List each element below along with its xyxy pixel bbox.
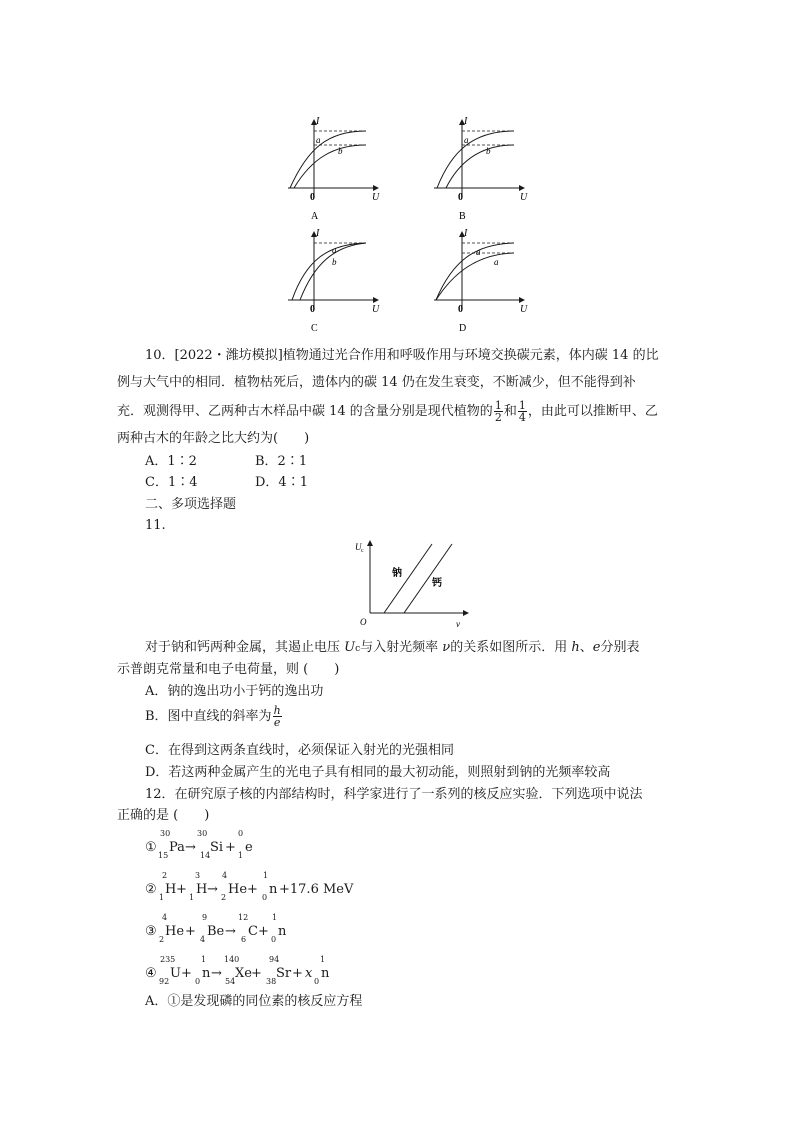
graph-label-c: C bbox=[311, 323, 318, 334]
q11-option-d: D．若这两种金属产生的光电子具有相同的最大初动能，则照射到钠的光频率较高 bbox=[145, 765, 611, 780]
q11-option-a: A．钠的逸出功小于钙的逸出功 bbox=[145, 684, 324, 699]
element-symbol: Si bbox=[210, 840, 224, 855]
graph-label-d: D bbox=[459, 323, 467, 334]
stem-mid2: 的关系如图所示．用 bbox=[450, 640, 572, 655]
atomic-number: 1 bbox=[159, 893, 165, 902]
axis-label-i: I bbox=[464, 116, 468, 127]
q10-line3-post: ，由此可以推断甲、乙 bbox=[527, 404, 658, 419]
reaction-arrow: → bbox=[185, 840, 196, 855]
curve-b-label: b bbox=[338, 146, 343, 156]
mass-number: 4 bbox=[162, 913, 168, 922]
q12-option-a: A．①是发现磷的同位素的核反应方程 bbox=[145, 994, 363, 1009]
reaction-1 bbox=[145, 828, 445, 862]
atomic-number: 54 bbox=[225, 977, 236, 986]
mass-number: 1 bbox=[320, 955, 326, 964]
plus-sign: + bbox=[258, 924, 269, 939]
mass-number: 30 bbox=[197, 829, 208, 838]
reaction-4 bbox=[145, 954, 465, 988]
element-symbol: H bbox=[196, 882, 208, 897]
variable-x: x bbox=[305, 966, 313, 981]
element-symbol: Xe bbox=[235, 966, 252, 981]
element-symbol: n bbox=[202, 966, 211, 981]
atomic-number: 2 bbox=[221, 893, 227, 902]
graph-b bbox=[434, 116, 528, 222]
curve-a-label: a bbox=[332, 245, 337, 255]
q10-line3 bbox=[117, 400, 658, 424]
reaction-mark: ④ bbox=[145, 966, 157, 981]
element-symbol: Pa bbox=[169, 840, 185, 855]
q10-line3-pre: 充．观测得甲、乙两种古木样品中碳 14 的含量分别是现代植物的 bbox=[117, 404, 493, 419]
mass-number: 9 bbox=[202, 913, 208, 922]
element-symbol: n bbox=[278, 924, 287, 939]
sodium-label: 钠 bbox=[392, 568, 402, 579]
mass-number: 3 bbox=[195, 871, 201, 880]
origin-label: O bbox=[360, 617, 367, 627]
graph-label-a: A bbox=[311, 211, 319, 222]
section-heading: 二、多项选择题 bbox=[145, 497, 237, 512]
plus-sign: + bbox=[181, 966, 192, 981]
stem-nu: ν bbox=[442, 640, 451, 655]
energy-release: +17.6 MeV bbox=[279, 882, 354, 897]
plus-sign: + bbox=[176, 882, 187, 897]
curve-a-label: a bbox=[476, 247, 481, 257]
atomic-number: 92 bbox=[159, 977, 170, 986]
curve-b-label: b bbox=[486, 146, 491, 156]
frac-den: 2 bbox=[494, 411, 502, 424]
element-symbol: Be bbox=[207, 924, 225, 939]
q10-option-a: A．1∶2 bbox=[145, 454, 197, 469]
graph-c bbox=[288, 228, 380, 334]
stem-uc-sub: c bbox=[355, 644, 361, 654]
fraction-quarter bbox=[518, 400, 527, 423]
frac-num: 1 bbox=[518, 399, 526, 412]
plus-sign: + bbox=[247, 882, 258, 897]
stem-h: h bbox=[571, 640, 580, 655]
reaction-mark: ① bbox=[145, 840, 157, 855]
q12-line2: 正确的是 ( ) bbox=[117, 808, 210, 823]
element-symbol: He bbox=[228, 882, 248, 897]
atomic-number: 0 bbox=[195, 977, 201, 986]
element-symbol: U bbox=[170, 966, 181, 981]
atomic-number: 14 bbox=[200, 851, 211, 860]
reaction-arrow: → bbox=[225, 924, 236, 939]
graph-label-b: B bbox=[459, 211, 466, 222]
uc-nu-graph bbox=[350, 538, 480, 630]
axis-label-i: I bbox=[464, 228, 468, 239]
curve-a-label: a bbox=[316, 135, 321, 145]
q10-option-b: B．2∶1 bbox=[255, 454, 308, 469]
calcium-label: 钙 bbox=[432, 578, 442, 589]
origin-label: 0 bbox=[310, 304, 315, 315]
axis-label-u: U bbox=[520, 192, 528, 203]
plus-sign: + bbox=[292, 966, 303, 981]
mass-number: 0 bbox=[238, 829, 244, 838]
reaction-arrow: → bbox=[211, 966, 222, 981]
mass-number: 140 bbox=[224, 955, 240, 964]
origin-label: 0 bbox=[458, 304, 463, 315]
stem-e: e bbox=[592, 640, 601, 655]
y-axis-sub: c bbox=[361, 548, 364, 554]
q11-stem-line2: 示普朗克常量和电子电荷量，则 ( ) bbox=[117, 662, 340, 677]
q11-number: 11. bbox=[145, 518, 166, 533]
curve-a2-label: a bbox=[494, 257, 499, 267]
mass-number: 1 bbox=[201, 955, 207, 964]
frac-num: 1 bbox=[494, 399, 502, 412]
atomic-number: 38 bbox=[266, 977, 277, 986]
atomic-number: 0 bbox=[271, 935, 277, 944]
stem-post: 分别表 bbox=[600, 640, 640, 655]
origin-label: 0 bbox=[310, 192, 315, 203]
reaction-3 bbox=[145, 912, 445, 946]
option-b-pre: B．图中直线的斜率为 bbox=[145, 709, 272, 724]
mass-number: 1 bbox=[272, 913, 278, 922]
plus-sign: + bbox=[225, 840, 236, 855]
q10-line2: 例与大气中的相同．植物枯死后，遗体内的碳 14 仍在发生衰变，不断减少，但不能得到补 bbox=[117, 375, 636, 390]
fraction-half bbox=[494, 400, 503, 423]
frac-den: 4 bbox=[518, 411, 526, 424]
stem-mid: 与入射光频率 bbox=[360, 640, 443, 655]
atomic-number: 0 bbox=[262, 893, 268, 902]
axis-label-i: I bbox=[316, 116, 320, 127]
plus-sign: + bbox=[185, 924, 196, 939]
mass-number: 12 bbox=[238, 913, 249, 922]
stem-uc: U bbox=[344, 640, 356, 655]
atomic-number: 1 bbox=[238, 851, 244, 860]
q12-line1: 12．在研究原子核的内部结构时，科学家进行了一系列的核反应实验．下列选项中说法 bbox=[145, 787, 643, 802]
axis-label-u: U bbox=[520, 304, 528, 315]
axis-label-u: U bbox=[372, 192, 380, 203]
frac-den: e bbox=[273, 716, 281, 729]
x-axis-label: ν bbox=[456, 619, 460, 629]
origin-label: 0 bbox=[458, 192, 463, 203]
atomic-number: 0 bbox=[314, 977, 320, 986]
curve-a-label: a bbox=[464, 135, 469, 145]
graph-a bbox=[288, 116, 380, 222]
reaction-arrow: → bbox=[207, 882, 218, 897]
atomic-number: 6 bbox=[241, 935, 247, 944]
mass-number: 1 bbox=[263, 871, 269, 880]
q10-option-c: C．1∶4 bbox=[145, 475, 198, 490]
element-symbol: n bbox=[321, 966, 330, 981]
frac-num: h bbox=[273, 704, 281, 717]
y-axis-label: U bbox=[355, 542, 362, 552]
mass-number: 94 bbox=[269, 955, 280, 964]
fraction-h-over-e bbox=[273, 705, 282, 728]
iu-graphs bbox=[270, 110, 550, 335]
element-symbol: H bbox=[165, 882, 177, 897]
q11-stem-line1 bbox=[145, 640, 639, 657]
q11-option-c: C．在得到这两条直线时，必须保证入射光的光强相同 bbox=[145, 743, 454, 758]
mass-number: 2 bbox=[162, 871, 168, 880]
atomic-number: 15 bbox=[158, 851, 169, 860]
reaction-mark: ② bbox=[145, 882, 157, 897]
plus-sign: + bbox=[251, 966, 262, 981]
reaction-mark: ③ bbox=[145, 924, 157, 939]
atomic-number: 4 bbox=[200, 935, 206, 944]
curve-b-label: b bbox=[332, 257, 337, 267]
element-symbol: n bbox=[269, 882, 278, 897]
reaction-2 bbox=[145, 870, 465, 904]
element-symbol: C bbox=[248, 924, 258, 939]
atomic-number: 2 bbox=[159, 935, 165, 944]
q10-option-d: D．4∶1 bbox=[255, 475, 308, 490]
element-symbol: e bbox=[245, 840, 253, 855]
mass-number: 4 bbox=[222, 871, 228, 880]
mass-number: 235 bbox=[160, 955, 176, 964]
axis-label-i: I bbox=[316, 228, 320, 239]
q10-line4: 两种古木的年龄之比大约为( ) bbox=[117, 431, 310, 446]
q10-and: 和 bbox=[503, 404, 517, 419]
graph-d bbox=[434, 228, 528, 334]
axis-label-u: U bbox=[372, 304, 380, 315]
stem-sep: 、 bbox=[579, 640, 593, 655]
stem-pre: 对于钠和钙两种金属，其遏止电压 bbox=[145, 640, 345, 655]
element-symbol: He bbox=[165, 924, 185, 939]
atomic-number: 1 bbox=[189, 893, 195, 902]
mass-number: 30 bbox=[160, 829, 171, 838]
q10-line1: 10．[2022・潍坊模拟]植物通过光合作用和呼吸作用与环境交换碳元素，体内碳 14 的比 bbox=[145, 348, 659, 363]
q11-option-b bbox=[145, 704, 283, 730]
element-symbol: Sr bbox=[276, 966, 292, 981]
